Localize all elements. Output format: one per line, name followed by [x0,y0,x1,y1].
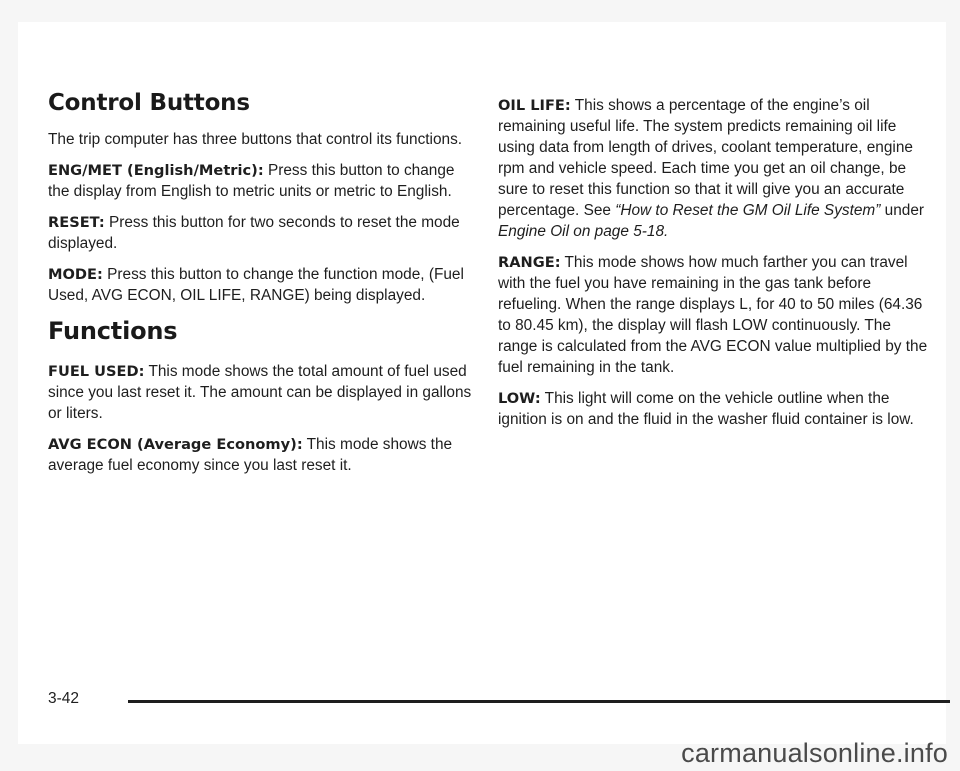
manual-page [18,22,946,744]
intro-paragraph: The trip computer has three buttons that control its functions. [48,131,463,148]
oil-life-term: OIL LIFE: [498,97,571,114]
reset-term: RESET: [48,214,105,231]
fuel-used-paragraph [48,361,476,424]
oil-life-under: under [884,202,925,219]
range-paragraph [498,252,928,378]
range-term: RANGE: [498,254,561,271]
fuel-used-term: FUEL USED: [48,363,145,380]
range-text: This mode shows how much farther you can travel with the fuel you have remaining in the gas tank before refueling. When the range displays L, for 40 to 50 miles (64.36 to 80.45 km), the display will flash LOW continuously. The range is calculated from the AVG ECON value multiplied by the fuel remaining in the tank. [498,254,928,376]
oil-life-text: This shows a percentage of the engine’s oil remaining useful life. The system predicts remaining oil life using data from length of drives, coolant temperature, engine rpm and vehicle speed. Each time you get an oil change, be sure to reset this function so that it will give you an accurate percentage. See [498,97,913,219]
heading-functions: Functions [48,317,178,345]
oil-life-paragraph [498,95,928,242]
avg-econ-text: This mode shows the average fuel economy since you last reset it. [48,436,453,474]
fuel-used-text: This mode shows the total amount of fuel used since you last reset it. The amount can be displayed in gallons or liters. [48,363,472,422]
mode-term: MODE: [48,266,103,283]
avg-econ-term: AVG ECON (Average Economy): [48,436,303,453]
page-number: 3-42 [48,690,80,707]
engmet-paragraph [48,160,476,202]
left-column [48,89,476,486]
oil-life-reference: “How to Reset the GM Oil Life System” [615,202,881,219]
engine-oil-reference: Engine Oil on page 5-18. [498,223,669,240]
avg-econ-paragraph [48,434,476,476]
right-column [498,95,928,440]
engmet-term: ENG/MET (English/Metric): [48,162,264,179]
footer-rule [128,700,950,703]
mode-paragraph [48,264,476,306]
engmet-text: Press this button to change the display from English to metric units or metric to English. [48,162,455,200]
reset-paragraph [48,212,476,254]
low-term: LOW: [498,390,541,407]
watermark: carmanualsonline.info [681,738,948,768]
low-text: This light will come on the vehicle outline when the ignition is on and the fluid in the washer fluid container is low. [498,390,914,428]
heading-control-buttons: Control Buttons [48,90,250,116]
mode-text: Press this button to change the function mode, (Fuel Used, AVG ECON, OIL LIFE, RANGE) being displayed. [48,266,464,304]
low-paragraph [498,388,928,430]
reset-text: Press this button for two seconds to reset the mode displayed. [48,214,460,252]
